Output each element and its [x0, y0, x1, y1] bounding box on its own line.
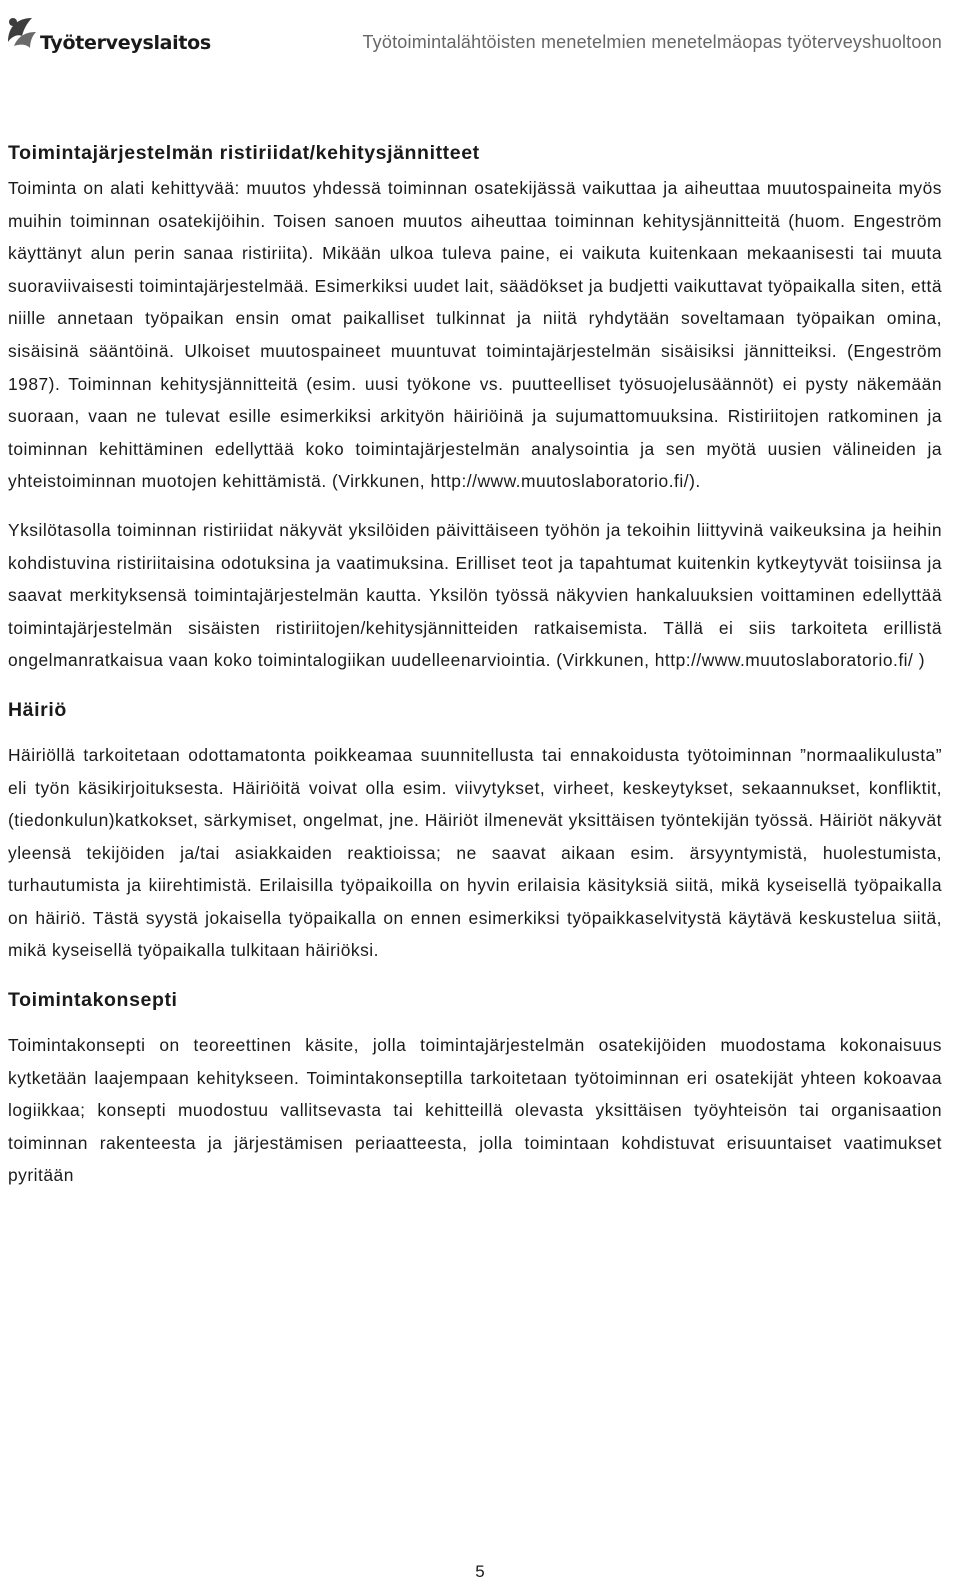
page-content [8, 138, 942, 1192]
paragraph: Yksilötasolla toiminnan ristiriidat näkyvät yksilöiden päivittäiseen työhön ja tekoihin liittyvinä vaikeuksina ja heihin kohdistuvina ristiriitaisina odotuksina ja vaatimuksina. Erilliset teot ja tapahtumat kuitenkin kytkeytyvät toisiinsa ja saavat merkityksensä toimintajärjestelmän kautta. Yksilön työssä näkyvien hankaluuksien voittaminen edellyttää toimintajärjestelmän sisäisten ristiriitojen/kehitysjännitteiden ratkaisemista. Tällä ei siis tarkoiteta erillistä ongelmanratkaisua vaan koko toimintalogiikan uudelleenarviointia. (Virkkunen, http://www.muutoslaboratorio.fi/ ) [8, 519, 942, 671]
organization-logo [4, 10, 211, 54]
logo-mark-icon [4, 12, 38, 52]
logo-text: Työterveyslaitos [40, 32, 211, 54]
section-heading: Toimintakonsepti [8, 989, 178, 1012]
document-title: Työtoimintalähtöisten menetelmien menetelmäopas työterveyshuoltoon [362, 32, 942, 52]
section-contradictions [8, 138, 942, 677]
section-activity-concept [8, 985, 942, 1192]
paragraph: Häiriöllä tarkoitetaan odottamatonta poikkeamaa suunnitellusta tai ennakoidusta työtoiminnan ”normaalikulusta” eli työn käsikirjoituksesta. Häiriöitä voivat olla esim. viivytykset, virheet, keskeytykset, sekaannukset, konfliktit, (tiedonkulun)katkokset, särkymiset, ongelmat, jne. Häiriöt ilmenevät yksittäisen työntekijän työssä. Häiriöt näkyvät yleensä tekijöiden ja/tai asiakkaiden reaktioissa; ne saavat aikaan esim. ärsyyntymistä, huolestumista, turhautumista ja kiirehtimistä. Erilaisilla työpaikoilla on hyvin erilaisia käsityksiä siitä, mikä kyseisellä työpaikalla on häiriö. Tästä syystä jokaisella työpaikalla on ennen esimerkiksi työpaikkaselvitystä käytävä keskustelua siitä, mikä kyseisellä työpaikalla tulkitaan häiriöksi. [8, 744, 942, 961]
paragraph: Toiminta on alati kehittyvää: muutos yhdessä toiminnan osatekijässä vaikuttaa ja aiheuttaa muutospaineita myös muihin toiminnan osatekijöihin. Toisen sanoen muutos aiheuttaa toiminnan kehitysjännitteitä (huom. Engeström käyttänyt alun perin sanaa ristiriita). Mikään ulkoa tuleva paine, ei vaikuta kuitenkaan mekaanisesti tai muuta suoraviivaisesti toimintajärjestelmää. Esimerkiksi uudet lait, säädökset ja budjetti vaikuttavat työpaikalla siten, että niille annetaan työpaikan ensin omat paikalliset tulkinnat ja niitä ryhdytään soveltamaan työpaikan omina, sisäisinä sääntöinä. Ulkoiset muutospaineet muuntuvat toimintajärjestelmän sisäisiksi jännitteiksi. (Engeström 1987). Toiminnan kehitysjännitteitä (esim. uusi työkone vs. puutteelliset työsuojelusäännöt) ei pysty näkemään suoraan, vaan ne tulevat esille esimerkiksi arkityön häiriöinä ja sujumattomuuksina. Ristiriitojen ratkominen ja toiminnan kehittäminen edellyttää koko toimintajärjestelmän analysointia ja sen myötä uusien välineiden ja yhteistoiminnan muotojen kehittämistä. (Virkkunen, http://www.muutoslaboratorio.fi/). [8, 178, 942, 492]
section-heading: Toimintajärjestelmän ristiriidat/kehitysjännitteet [8, 142, 480, 164]
paragraph: Toimintakonsepti on teoreettinen käsite, jolla toimintajärjestelmän osatekijöiden muodostama kokonaisuus kytketään laajempaan kehitykseen. Toimintakonseptilla tarkoitetaan työtoiminnan eri osatekijät yhteen kokoavaa logiikkaa; konsepti muodostuu vallitsevasta tai kehitteillä olevasta yksittäisen työyhteisön tai organisaation toiminnan rakenteesta ja järjestämisen periaatteesta, jolla toimintaan kohdistuvat erisuuntaiset vaatimukset pyritään [8, 1035, 942, 1186]
page-header [0, 0, 960, 80]
section-disturbance [8, 695, 942, 967]
page-number: 5 [475, 1562, 485, 1581]
section-heading: Häiriö [8, 698, 67, 721]
